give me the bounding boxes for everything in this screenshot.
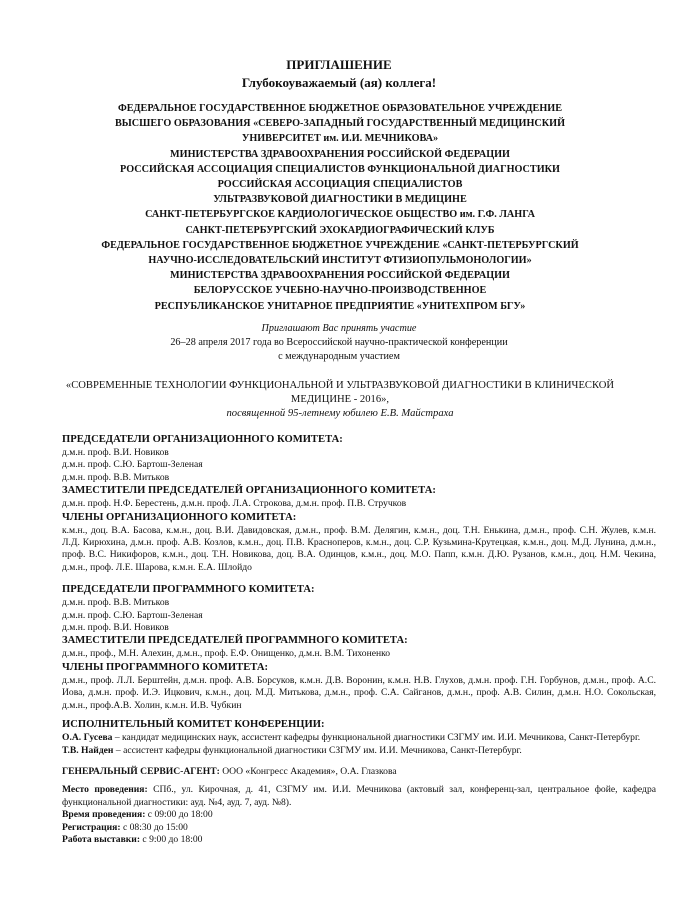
organizer-line: МИНИСТЕРСТВА ЗДРАВООХРАНЕНИЯ РОССИЙСКОЙ ФЕДЕРАЦИИ — [170, 148, 510, 160]
schedule-value: с 09:00 до 18:00 — [145, 809, 213, 821]
section-heading: ПРЕДСЕДАТЕЛИ ПРОГРАММНОГО КОМИТЕТА: — [62, 584, 315, 596]
organizer-line: УЛЬТРАЗВУКОВОЙ ДИАГНОСТИКИ В МЕДИЦИНЕ — [213, 194, 467, 206]
member-description: – ассистент кафедры функциональной диагностики СЗГМУ им. И.И. Мечникова, Санкт-Петербург. — [113, 744, 522, 756]
organizer-line: РОССИЙСКАЯ АССОЦИАЦИЯ СПЕЦИАЛИСТОВ ФУНКЦИОНАЛЬНОЙ ДИАГНОСТИКИ — [120, 163, 560, 175]
organizer-line: ВЫСШЕГО ОБРАЗОВАНИЯ «СЕВЕРО-ЗАПАДНЫЙ ГОСУДАРСТВЕННЫЙ МЕДИЦИНСКИЙ — [115, 118, 565, 130]
organizer-line: ФЕДЕРАЛЬНОЕ ГОСУДАРСТВЕННОЕ БЮДЖЕТНОЕ УЧРЕЖДЕНИЕ «САНКТ-ПЕТЕРБУРГСКИЙ — [101, 239, 579, 251]
service-agent — [62, 766, 656, 778]
organizer-line: БЕЛОРУССКОЕ УЧЕБНО-НАУЧНО-ПРОИЗВОДСТВЕННОЕ — [193, 285, 487, 297]
venue-label: Место проведения: — [62, 784, 148, 796]
schedule-item — [62, 822, 656, 834]
section-heading: ПРЕДСЕДАТЕЛИ ОРГАНИЗАЦИОННОГО КОМИТЕТА: — [62, 434, 343, 445]
conference-dedication: посвященной 95-летнему юбилею Е.В. Майстраха — [226, 408, 454, 419]
conference-name: «СОВРЕМЕННЫЕ ТЕХНОЛОГИИ ФУНКЦИОНАЛЬНОЙ И УЛЬТРАЗВУКОВОЙ ДИАГНОСТИКИ В КЛИНИЧЕСКОЙ МЕДИЦИНЕ - 2016», — [65, 380, 615, 405]
section-heading: ЧЛЕНЫ ПРОГРАММНОГО КОМИТЕТА: — [62, 661, 269, 673]
invite-line: Приглашают Вас принять участие — [261, 323, 417, 334]
section-heading: ЗАМЕСТИТЕЛИ ПРЕДСЕДАТЕЛЕЙ ПРОГРАММНОГО КОМИТЕТА: — [62, 635, 408, 647]
organizer-line: САНКТ-ПЕТЕРБУРГСКОЕ КАРДИОЛОГИЧЕСКОЕ ОБЩЕСТВО им. Г.Ф. ЛАНГА — [145, 209, 535, 221]
executive-member — [62, 732, 656, 744]
service-value: ООО «Конгресс Академия», О.А. Глазкова — [219, 765, 397, 777]
service-label: ГЕНЕРАЛЬНЫЙ СЕРВИС-АГЕНТ: — [62, 765, 220, 777]
organizer-line: НАУЧНО-ИССЛЕДОВАТЕЛЬСКИЙ ИНСТИТУТ ФТИЗИОПУЛЬМОНОЛОГИИ» — [148, 255, 532, 267]
member-name: Т.В. Найден — [62, 744, 114, 756]
member-name: О.А. Гусева — [62, 732, 113, 744]
greeting: Глубокоуважаемый (ая) коллега! — [241, 75, 437, 90]
schedule-item — [62, 834, 656, 846]
list-item: д.м.н. проф. В.И. Новиков — [62, 447, 169, 458]
conference-name-block — [60, 379, 620, 421]
venue — [62, 784, 656, 809]
list-item: д.м.н. проф. В.В. Митьков — [62, 597, 170, 609]
list-item: д.м.н., проф., М.Н. Алехин, д.м.н., проф. Е.Ф. Онищенко, д.м.н. В.М. Тихоненко — [62, 648, 391, 660]
list-item: д.м.н. проф. С.Ю. Бартош-Зеленая — [62, 609, 203, 621]
organizer-line: САНКТ-ПЕТЕРБУРГСКИЙ ЭХОКАРДИОГРАФИЧЕСКИЙ КЛУБ — [185, 224, 495, 236]
venue-value: СПб., ул. Кирочная, д. 41, СЗГМУ им. И.И. Мечникова (актовый зал, конференц-зал, центральное фойе, кафедра функциональной диагностики: ауд. №4, ауд. 7, ауд. №8). — [62, 784, 656, 808]
list-item: д.м.н. проф. С.Ю. Бартош-Зеленая — [62, 459, 203, 471]
committees-section — [62, 433, 656, 846]
members-paragraph: д.м.н., проф. Л.Л. Берштейн, д.м.н. проф. А.В. Борсуков, к.м.н. Д.В. Воронин, к.м.н. Н.В. Глухов, д.м.н. проф. Г.Н. Горбунов, д.м.н., проф. А.С. Иова, д.м.н. проф. И.Э. Ицкович, к.м.н., доц. М.Д. Митькова, д.м.н., проф. С.А. Сайганов, д.м.н., проф. А.В. Силин, д.м.н. Н.О. Сокольская, д.м.н., проф.А.В. Холин, к.м.н. И.В. Чубкин — [62, 674, 656, 711]
organizer-line: ФЕДЕРАЛЬНОЕ ГОСУДАРСТВЕННОЕ БЮДЖЕТНОЕ ОБРАЗОВАТЕЛЬНОЕ УЧРЕЖДЕНИЕ — [117, 103, 562, 114]
members-paragraph: к.м.н., доц. В.А. Басова, к.м.н., доц. В.И. Давидовская, д.м.н., проф. В.М. Делягин, к.м.н., доц. Т.Н. Енькина, д.м.н., проф. С.Н. Жулев, к.м.н. Л.Д. Кирюхина, д.м.н. проф. А.В. Козлов, к.м.н., доц. П.В. Красноперов, к.м.н., доц. С.Р. Кузьмина-Крутецкая, к.м.н., доц. М.Д. Лунина, д.м.н., проф. В.С. Никифоров, к.м.н., доц. Т.Н. Новикова, доц. В.А. Одинцов, к.м.н., доц. М.О. Папп, к.м.н. Д.Ю. Рузанов, к.м.н., доц. Н.М. Чекина, д.м.н., проф. Л.Е. Шарова, к.м.н. Е.А. Шлойдо — [62, 524, 656, 573]
organizer-line: РЕСПУБЛИКАНСКОЕ УНИТАРНОЕ ПРЕДПРИЯТИЕ «УНИТЕХПРОМ БГУ» — [154, 300, 526, 312]
invite-line: с международным участием — [278, 351, 400, 362]
schedule-value: с 9:00 до 18:00 — [140, 833, 203, 845]
list-item: д.м.н. проф. В.В. Митьков — [62, 471, 170, 483]
list-item: д.м.н. проф. Н.Ф. Берестень, д.м.н. проф. Л.А. Строкова, д.м.н. проф. П.В. Стручков — [62, 498, 407, 510]
list-item: д.м.н. проф. В.И. Новиков — [62, 622, 169, 634]
invite-block — [0, 322, 678, 364]
organizer-line: УНИВЕРСИТЕТ им. И.И. МЕЧНИКОВА» — [241, 133, 439, 145]
schedule-label: Работа выставки: — [62, 833, 141, 845]
invite-dates: 26–28 апреля 2017 года во Всероссийской научно-практической конференции — [170, 337, 508, 348]
executive-member — [62, 745, 656, 757]
schedule-value: с 08:30 до 15:00 — [120, 821, 188, 833]
schedule-item — [62, 809, 656, 821]
organizer-line: МИНИСТЕРСТВА ЗДРАВООХРАНЕНИЯ РОССИЙСКОЙ ФЕДЕРАЦИИ — [170, 270, 510, 282]
member-description: – кандидат медицинских наук, ассистент кафедры функциональной диагностики СЗГМУ им. И.И. Мечникова, Санкт-Петербург. — [112, 732, 641, 744]
page-title: ПРИГЛАШЕНИЕ — [286, 57, 392, 72]
section-heading: ИСПОЛНИТЕЛЬНЫЙ КОМИТЕТ КОНФЕРЕНЦИИ: — [62, 719, 325, 731]
section-heading: ЗАМЕСТИТЕЛИ ПРЕДСЕДАТЕЛЕЙ ОРГАНИЗАЦИОННОГО КОМИТЕТА: — [62, 485, 436, 497]
schedule-label: Время проведения: — [62, 809, 146, 821]
organizer-line: РОССИЙСКАЯ АССОЦИАЦИЯ СПЕЦИАЛИСТОВ — [217, 179, 463, 191]
section-heading: ЧЛЕНЫ ОРГАНИЗАЦИОННОГО КОМИТЕТА: — [62, 511, 297, 523]
schedule-label: Регистрация: — [62, 821, 121, 833]
organizers-list — [60, 101, 620, 314]
